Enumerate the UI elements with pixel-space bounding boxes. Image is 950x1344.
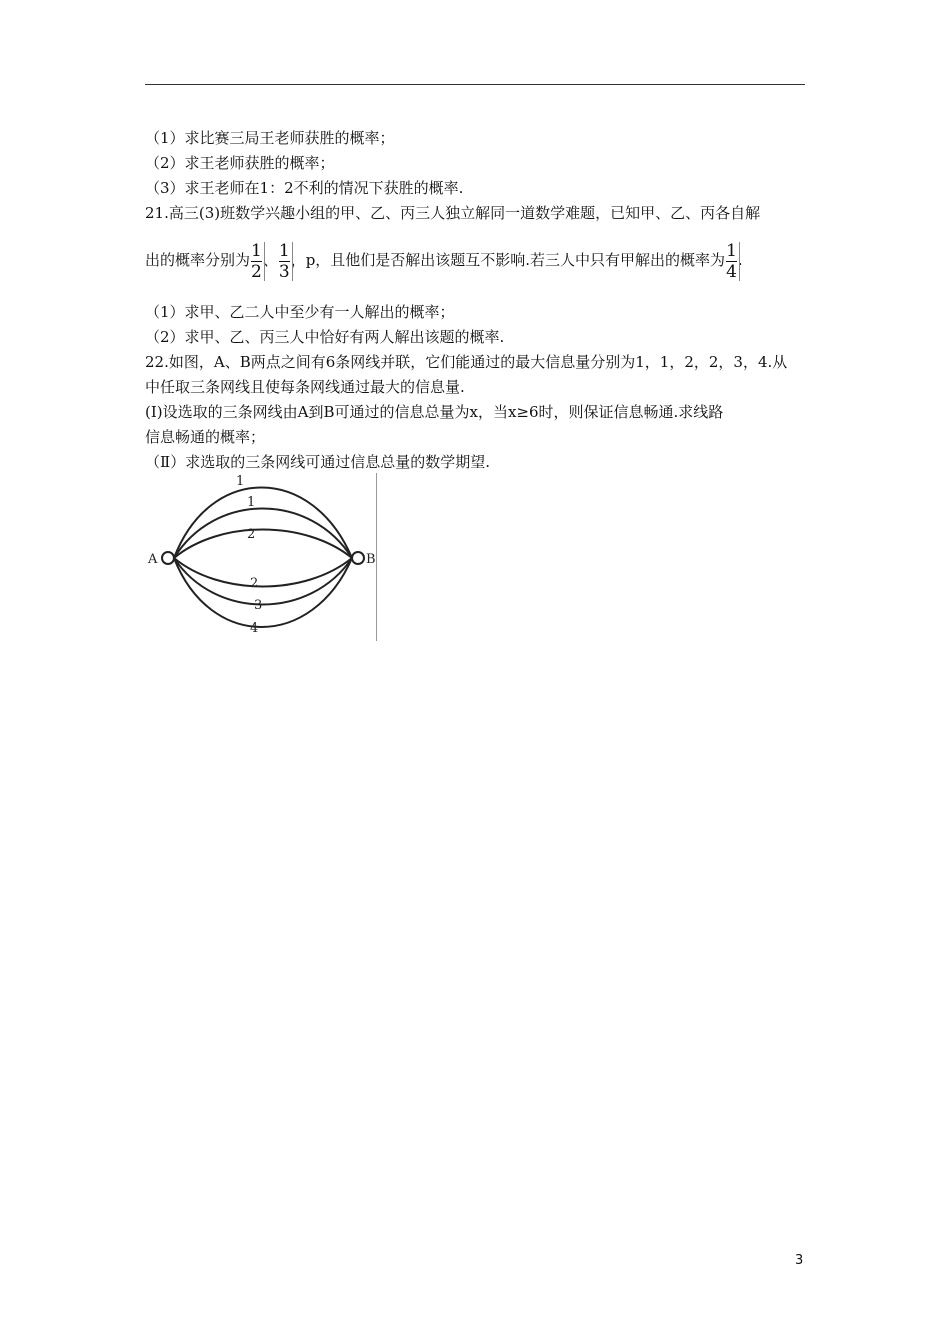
line-label-upper-2: 1 xyxy=(247,495,256,510)
q21-stem-line-1: 21.高三(3)班数学兴趣小组的甲、乙、丙三人独立解同一道数学难题，已知甲、乙、丙各自解 xyxy=(145,204,761,222)
q20-part-3: （3）求王老师在1：2不利的情况下获胜的概率. xyxy=(145,179,464,197)
q22-part-II: （Ⅱ）求选取的三条网线可通过信息总量的数学期望. xyxy=(145,453,490,471)
q21-part-2: （2）求甲、乙、丙三人中恰好有两人解出该题的概率. xyxy=(145,328,505,346)
node-b-label: B xyxy=(366,552,376,567)
q20-part-2: （2）求王老师获胜的概率； xyxy=(145,154,335,172)
q22-stem-line-1: 22.如图，A、B两点之间有6条网线并联，它们能通过的最大信息量分别为1，1，2，2，3，4.从 xyxy=(145,353,788,371)
node-b-circle xyxy=(352,552,364,564)
node-a-circle xyxy=(162,552,174,564)
q21-stem-middle: ，p，且他们是否解出该题互不影响.若三人中只有甲解出的概率为 xyxy=(290,251,726,269)
line-label-lower-2: 3 xyxy=(254,598,263,613)
q21-stem-line-2 xyxy=(145,240,810,281)
q21-separator: 、 xyxy=(262,251,278,269)
network-line-upper-3 xyxy=(174,530,352,559)
network-line-lower-3 xyxy=(174,558,352,627)
diagram-border-line xyxy=(376,473,377,641)
line-label-upper-1: 1 xyxy=(236,474,245,489)
fraction-one-third: $\frac{1}{3}$ xyxy=(279,242,290,281)
q22-part-I-line-1: (I)设选取的三条网线由A到B可通过的信息总量为x，当x≥6时，则保证信息畅通.求线路 xyxy=(145,403,724,421)
fraction-one-quarter: $\frac{1}{4}$ xyxy=(726,242,737,281)
network-line-lower-1 xyxy=(174,558,352,587)
line-label-lower-1: 2 xyxy=(250,576,259,591)
page-number: 3 xyxy=(795,1253,804,1268)
q22-stem-line-2: 中任取三条网线且使每条网线通过最大的信息量. xyxy=(145,378,465,396)
q21-part-1: （1）求甲、乙二人中至少有一人解出的概率； xyxy=(145,303,455,321)
node-a-label: A xyxy=(148,552,158,567)
network-diagram xyxy=(140,470,380,645)
q22-part-I-line-2: 信息畅通的概率； xyxy=(145,428,266,446)
line-label-lower-3: 4 xyxy=(250,621,259,636)
q21-stem-end: . xyxy=(737,251,743,269)
q20-part-1: （1）求比赛三局王老师获胜的概率； xyxy=(145,129,395,147)
network-line-upper-1 xyxy=(174,488,352,559)
q21-stem-prefix: 出的概率分别为 xyxy=(145,251,251,269)
fraction-one-half: $\frac{1}{2}$ xyxy=(251,242,262,281)
header-rule xyxy=(145,84,805,85)
line-label-upper-3: 2 xyxy=(247,527,256,542)
